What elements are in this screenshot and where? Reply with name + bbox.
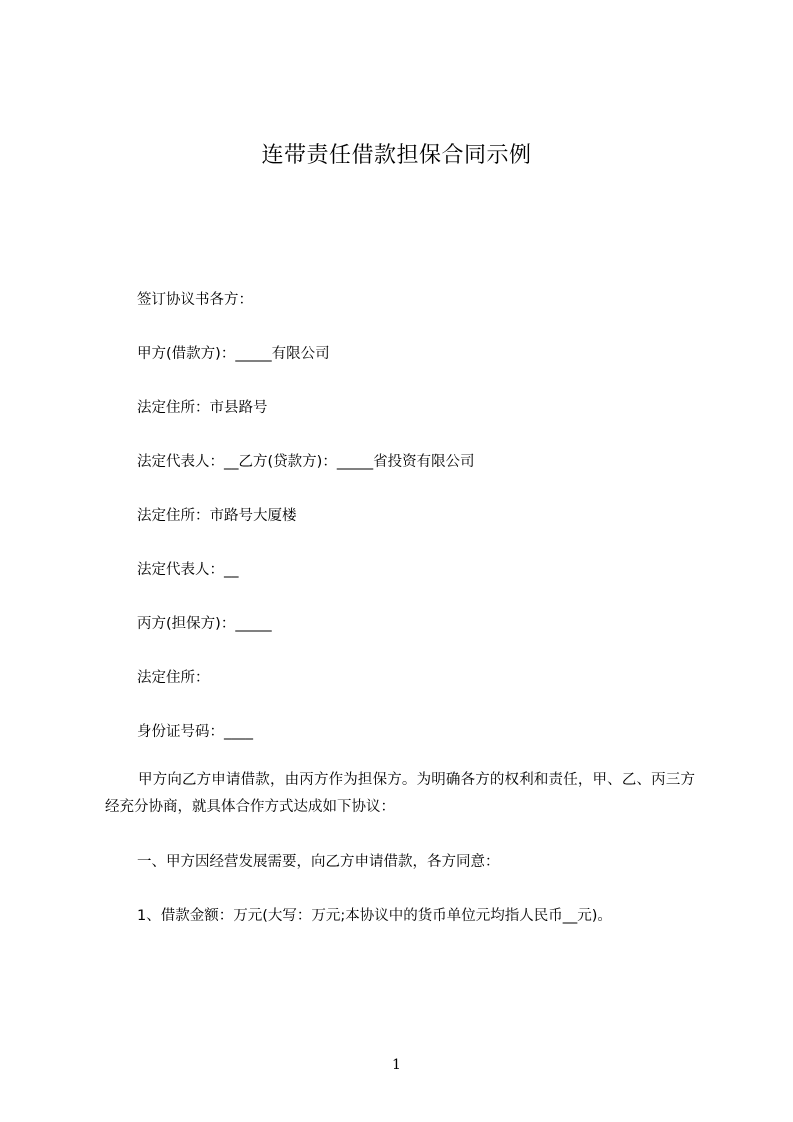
paragraph-signing-parties: 签订协议书各方： [137,292,253,308]
page-number: 1 [392,1057,401,1073]
paragraph-id-number: 身份证号码：____ [137,724,253,740]
paragraph-party-a-address: 法定住所：市县路号 [137,400,268,416]
paragraph-clause-1: 一、甲方因经营发展需要，向乙方申请借款，各方同意： [137,854,500,870]
paragraph-party-a: 甲方(借款方)：_____有限公司 [137,346,330,362]
document-title: 连带责任借款担保合同示例 [261,143,532,168]
paragraph-party-a-rep-and-party-b: 法定代表人：__乙方(贷款方)：_____省投资有限公司 [137,454,475,470]
paragraph-party-c-address: 法定住所： [137,670,210,686]
paragraph-preamble: 甲方向乙方申请借款，由丙方作为担保方。为明确各方的权利和责任，甲、乙、丙三方经充分协商，就具体合作方式达成如下协议： [105,772,695,815]
paragraph-party-c: 丙方(担保方)：_____ [137,616,272,632]
paragraph-party-b-rep: 法定代表人：__ [137,562,239,578]
paragraph-loan-amount: 1、借款金额：万元(大写：万元;本协议中的货币单位元均指人民币__元)。 [137,908,612,924]
paragraph-party-b-address: 法定住所：市路号大厦楼 [137,508,297,524]
